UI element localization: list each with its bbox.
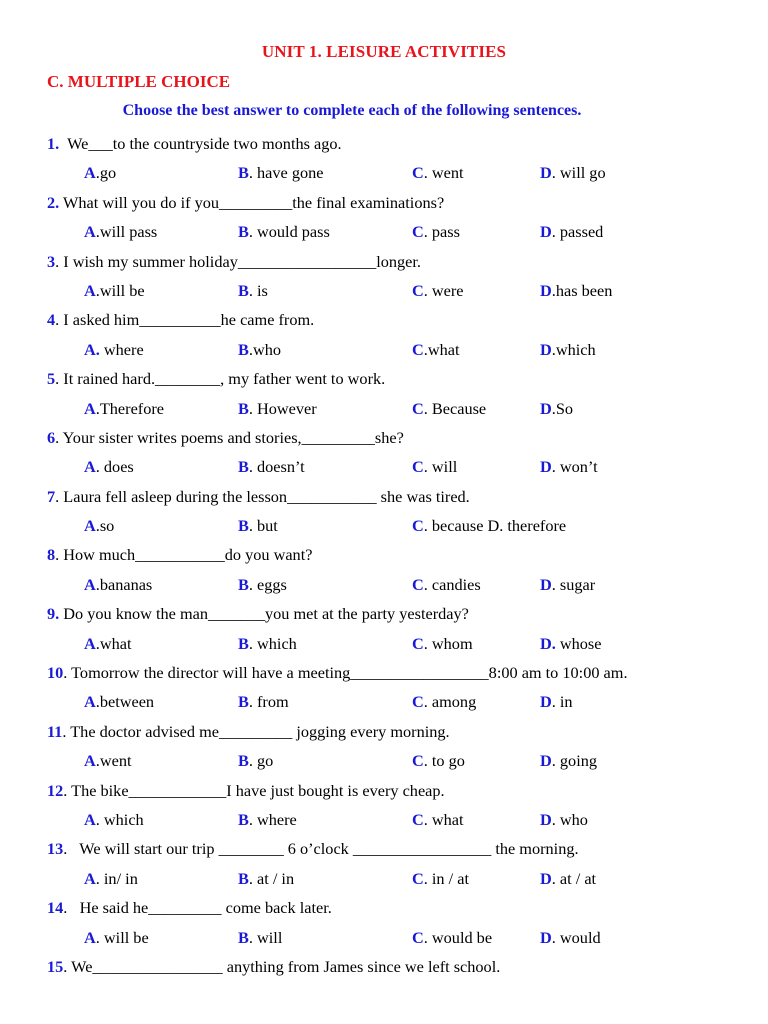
options-row — [0, 394, 768, 423]
question-text: . Your sister writes poems and stories,_________she? — [55, 427, 404, 447]
question-2 — [0, 188, 768, 217]
option-letter: D — [540, 868, 552, 888]
question-10 — [0, 658, 768, 687]
option-a[interactable] — [84, 570, 152, 599]
option-d[interactable] — [540, 276, 612, 305]
question-number: 3 — [47, 251, 56, 271]
question-5 — [0, 364, 768, 393]
question-1 — [0, 129, 768, 158]
options-row — [0, 746, 768, 775]
options-row — [0, 511, 768, 540]
page-title: UNIT 1. LEISURE ACTIVITIES — [261, 42, 507, 61]
option-b[interactable] — [238, 394, 317, 423]
option-letter: A — [84, 692, 96, 712]
question-number: 13 — [47, 839, 64, 859]
option-text: .will be — [95, 280, 145, 300]
option-a[interactable] — [84, 746, 131, 775]
option-a[interactable] — [84, 511, 114, 540]
question-text: . It rained hard.________, my father went to work. — [55, 369, 386, 389]
option-a[interactable] — [84, 276, 145, 305]
option-text: . Because — [423, 398, 487, 418]
option-a[interactable] — [84, 452, 134, 481]
option-d[interactable] — [540, 746, 597, 775]
option-text: . is — [248, 280, 268, 300]
question-11 — [0, 717, 768, 746]
option-text: .so — [95, 516, 115, 536]
option-a[interactable] — [84, 158, 116, 187]
option-text: where — [99, 339, 144, 359]
option-b[interactable] — [238, 158, 323, 187]
option-text: .what — [423, 339, 460, 359]
option-letter: D — [540, 280, 552, 300]
question-number: 4 — [47, 310, 56, 330]
option-text: . have gone — [248, 163, 324, 183]
question-number: 6 — [47, 427, 56, 447]
option-d[interactable] — [540, 335, 596, 364]
option-letter: A — [84, 163, 96, 183]
option-text: . in — [551, 692, 573, 712]
question-15 — [0, 952, 768, 981]
question-number: 15 — [47, 956, 64, 976]
option-letter: A — [84, 574, 96, 594]
option-c[interactable] — [412, 217, 460, 246]
option-letter: C — [412, 280, 424, 300]
question-number: 2. — [47, 192, 60, 212]
option-letter: D — [540, 457, 552, 477]
question-text: What will you do if you_________the final examinations? — [59, 192, 445, 212]
question-number: 12 — [47, 780, 64, 800]
instruction-text — [0, 102, 704, 120]
option-letter: D — [540, 222, 552, 242]
question-number: 10 — [47, 663, 64, 683]
option-text: . at / in — [248, 868, 295, 888]
option-letter: A — [84, 222, 96, 242]
option-letter: B — [238, 398, 249, 418]
option-letter: D — [540, 927, 552, 947]
option-c[interactable] — [412, 158, 464, 187]
option-letter: D. — [540, 633, 556, 653]
option-letter: C — [412, 868, 424, 888]
option-c[interactable] — [412, 570, 481, 599]
question-6 — [0, 423, 768, 452]
option-a[interactable] — [84, 687, 154, 716]
option-letter: C — [412, 516, 424, 536]
question-number: 9. — [47, 604, 60, 624]
question-number: 5 — [47, 369, 56, 389]
option-letter: B — [238, 516, 249, 536]
options-row — [0, 805, 768, 834]
option-a[interactable] — [84, 394, 164, 423]
option-text: . at / at — [551, 868, 597, 888]
option-letter: C — [412, 222, 424, 242]
option-d[interactable] — [540, 805, 588, 834]
option-text: .has been — [551, 280, 613, 300]
option-text: . went — [423, 163, 464, 183]
option-text: . However — [248, 398, 317, 418]
options-row — [0, 687, 768, 716]
option-text: . which — [95, 809, 144, 829]
question-number: 1. — [47, 134, 60, 153]
option-letter: D — [540, 398, 552, 418]
option-letter: C — [412, 751, 424, 771]
option-b[interactable] — [238, 629, 297, 658]
option-text: . would — [551, 927, 601, 947]
option-letter: B — [238, 574, 249, 594]
option-letter: B — [238, 457, 249, 477]
option-text: . would pass — [248, 222, 330, 242]
option-c[interactable] — [412, 746, 465, 775]
option-text: . will — [248, 927, 283, 947]
option-d[interactable] — [540, 394, 573, 423]
instruction-label: Choose the best answer to complete each of the following sentences. — [122, 102, 582, 119]
option-c[interactable] — [412, 511, 566, 540]
option-text: . pass — [423, 222, 460, 242]
option-d[interactable] — [540, 923, 601, 952]
option-letter: C — [412, 927, 424, 947]
options-row — [0, 629, 768, 658]
option-text: . will go — [551, 163, 606, 183]
question-4 — [0, 305, 768, 334]
option-text: . what — [423, 809, 464, 829]
question-text: . How much___________do you want? — [55, 545, 313, 565]
option-letter: A — [84, 633, 96, 653]
option-text: .went — [95, 751, 132, 771]
option-text: . going — [551, 751, 597, 771]
option-d[interactable] — [540, 570, 595, 599]
option-text: . because D. therefore — [423, 516, 567, 536]
option-letter: B — [238, 751, 249, 771]
question-9 — [0, 599, 768, 628]
option-b[interactable] — [238, 805, 297, 834]
question-text: We___to the countryside two months ago. — [59, 134, 342, 153]
options-row — [0, 276, 768, 305]
option-text: . which — [248, 633, 297, 653]
question-12 — [0, 776, 768, 805]
option-text: . who — [551, 809, 588, 829]
question-list — [0, 129, 768, 981]
option-b[interactable] — [238, 923, 282, 952]
option-a[interactable] — [84, 217, 157, 246]
option-letter: A. — [84, 339, 100, 359]
option-b[interactable] — [238, 687, 289, 716]
option-text: . but — [248, 516, 278, 536]
option-text: .bananas — [95, 574, 153, 594]
option-letter: B — [238, 280, 249, 300]
question-14 — [0, 893, 768, 922]
option-a[interactable] — [84, 923, 149, 952]
option-letter: D — [540, 163, 552, 183]
options-row — [0, 452, 768, 481]
option-text: .So — [551, 398, 574, 418]
option-letter: A — [84, 457, 96, 477]
option-text: . doesn’t — [248, 457, 305, 477]
option-c[interactable] — [412, 923, 492, 952]
question-number: 11 — [47, 721, 63, 741]
option-a[interactable] — [84, 864, 138, 893]
option-text: . whom — [423, 633, 473, 653]
option-b[interactable] — [238, 276, 268, 305]
option-c[interactable] — [412, 805, 464, 834]
option-letter: C — [412, 398, 424, 418]
option-b[interactable] — [238, 511, 278, 540]
question-text: . We________________ anything from James since we left school. — [63, 956, 501, 976]
option-letter: B — [238, 868, 249, 888]
question-3 — [0, 247, 768, 276]
question-text: . Laura fell asleep during the lesson___________ she was tired. — [55, 486, 470, 506]
option-text: .will pass — [95, 222, 158, 242]
option-text: . in / at — [423, 868, 469, 888]
option-c[interactable] — [412, 452, 457, 481]
options-row — [0, 335, 768, 364]
option-letter: D — [540, 339, 552, 359]
option-b[interactable] — [238, 335, 281, 364]
option-d[interactable] — [540, 629, 602, 658]
option-text: . where — [248, 809, 297, 829]
option-a[interactable] — [84, 805, 144, 834]
option-letter: C — [412, 339, 424, 359]
option-text: . won’t — [551, 457, 598, 477]
option-text: . will be — [95, 927, 149, 947]
question-13 — [0, 834, 768, 863]
option-text: . sugar — [551, 574, 596, 594]
option-letter: A — [84, 280, 96, 300]
option-text: .go — [95, 163, 117, 183]
option-text: . from — [248, 692, 289, 712]
option-letter: D — [540, 809, 552, 829]
question-text: . We will start our trip ________ 6 o’clock _________________ the morning. — [63, 839, 579, 859]
option-text: .between — [95, 692, 155, 712]
option-d[interactable] — [540, 158, 606, 187]
options-row — [0, 570, 768, 599]
option-c[interactable] — [412, 864, 469, 893]
question-text: . Tomorrow the director will have a meeting_________________8:00 am to 10:00 am. — [63, 663, 628, 683]
option-letter: B — [238, 927, 249, 947]
option-letter: B — [238, 163, 249, 183]
option-letter: A — [84, 751, 96, 771]
option-d[interactable] — [540, 687, 573, 716]
options-row — [0, 158, 768, 187]
option-d[interactable] — [540, 452, 598, 481]
option-c[interactable] — [412, 394, 486, 423]
option-b[interactable] — [238, 570, 287, 599]
option-letter: B — [238, 809, 249, 829]
option-c[interactable] — [412, 335, 459, 364]
option-d[interactable] — [540, 864, 596, 893]
option-letter: C — [412, 809, 424, 829]
option-a[interactable] — [84, 629, 131, 658]
option-letter: C — [412, 692, 424, 712]
question-text: . He said he_________ come back later. — [63, 898, 332, 918]
option-text: .Therefore — [95, 398, 165, 418]
question-text: . I wish my summer holiday_________________longer. — [55, 251, 421, 271]
options-row — [0, 864, 768, 893]
option-text: . among — [423, 692, 477, 712]
option-text: . were — [423, 280, 464, 300]
option-b[interactable] — [238, 452, 305, 481]
option-letter: C — [412, 633, 424, 653]
option-letter: A — [84, 809, 96, 829]
option-text: . would be — [423, 927, 493, 947]
option-text: . does — [95, 457, 134, 477]
question-8 — [0, 540, 768, 569]
option-b[interactable] — [238, 746, 273, 775]
option-letter: D — [540, 692, 552, 712]
option-letter: A — [84, 398, 96, 418]
option-letter: C — [412, 457, 424, 477]
option-b[interactable] — [238, 217, 330, 246]
option-a[interactable] — [84, 335, 144, 364]
option-letter: D — [540, 574, 552, 594]
question-text: . The bike____________I have just bought is every cheap. — [63, 780, 445, 800]
option-c[interactable] — [412, 276, 464, 305]
option-text: . in/ in — [95, 868, 138, 888]
option-text: .which — [551, 339, 596, 359]
option-c[interactable] — [412, 687, 476, 716]
option-text: . to go — [423, 751, 465, 771]
option-letter: A — [84, 868, 96, 888]
options-row — [0, 217, 768, 246]
section-heading: C. MULTIPLE CHOICE — [47, 72, 231, 91]
option-b[interactable] — [238, 864, 294, 893]
option-letter: C — [412, 574, 424, 594]
option-text: . candies — [423, 574, 481, 594]
option-d[interactable] — [540, 217, 603, 246]
question-7 — [0, 482, 768, 511]
option-text: .who — [248, 339, 281, 359]
question-number: 14 — [47, 898, 64, 918]
option-text: .what — [95, 633, 132, 653]
option-text: . go — [248, 751, 274, 771]
options-row — [0, 923, 768, 952]
option-text: . eggs — [248, 574, 287, 594]
option-text: . passed — [551, 222, 604, 242]
option-letter: B — [238, 692, 249, 712]
option-text: whose — [555, 633, 602, 653]
option-letter: B — [238, 222, 249, 242]
option-letter: B — [238, 339, 249, 359]
question-number: 7 — [47, 486, 56, 506]
option-letter: A — [84, 516, 96, 536]
question-number: 8 — [47, 545, 56, 565]
question-text: . The doctor advised me_________ jogging every morning. — [62, 721, 450, 741]
option-letter: D — [540, 751, 552, 771]
question-text: Do you know the man_______you met at the party yesterday? — [59, 604, 469, 624]
option-letter: C — [412, 163, 424, 183]
option-c[interactable] — [412, 629, 473, 658]
question-text: . I asked him__________he came from. — [55, 310, 315, 330]
option-letter: B — [238, 633, 249, 653]
option-letter: A — [84, 927, 96, 947]
option-text: . will — [423, 457, 458, 477]
